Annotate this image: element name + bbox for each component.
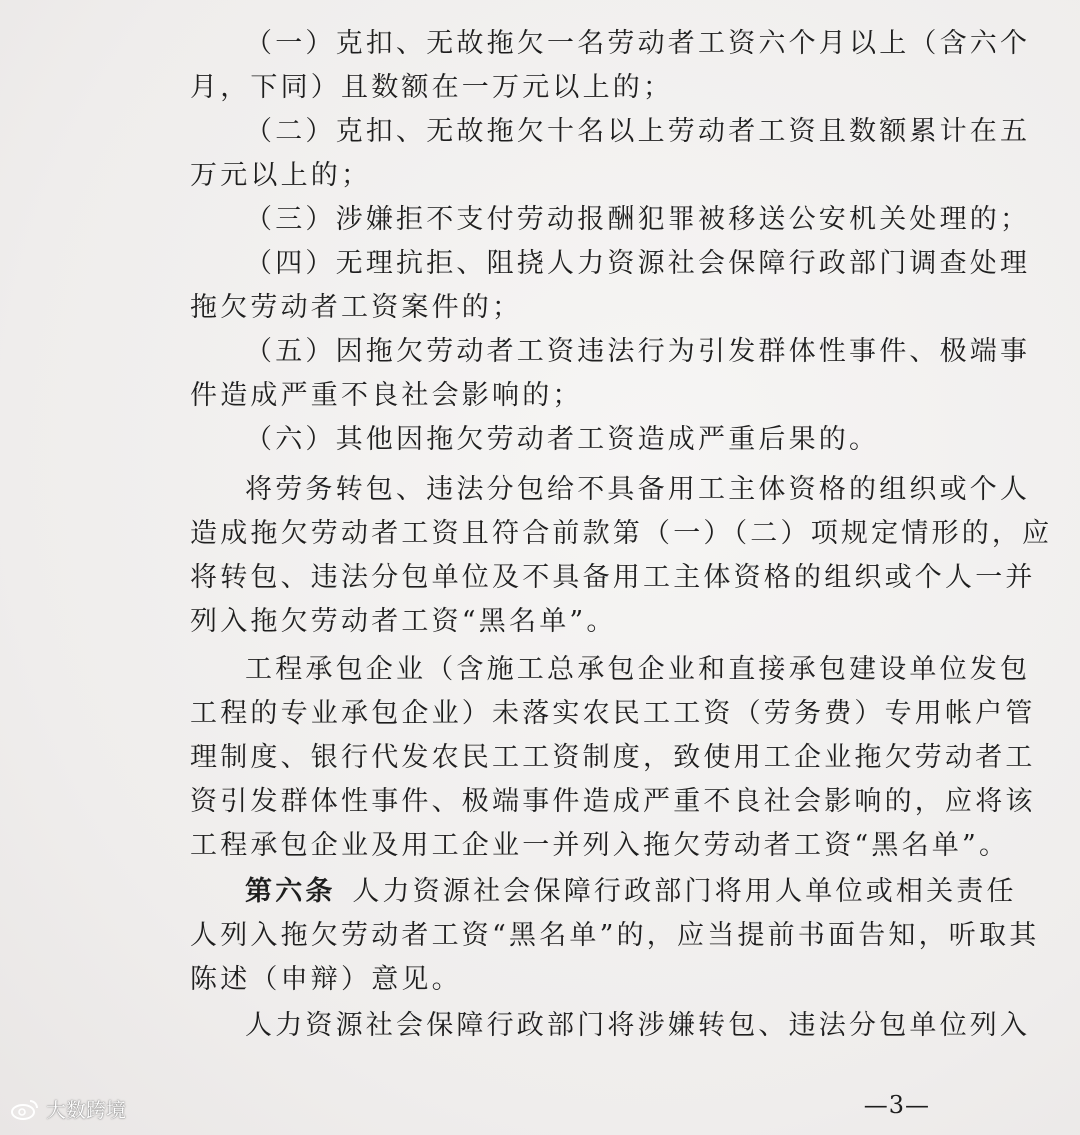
text-line: 拖欠劳动者工资案件的；: [190, 292, 523, 323]
text-line: 人力资源社会保障行政部门将用人单位或相关责任: [352, 876, 1017, 907]
text-line: （四）无理抗拒、阻挠人力资源社会保障行政部门调查处理: [245, 248, 1031, 279]
text-line: （六）其他因拖欠劳动者工资造成严重后果的。: [245, 424, 880, 455]
weibo-icon: [10, 1097, 40, 1121]
text-line: 列入拖欠劳动者工资“黑名单”。: [190, 606, 617, 637]
text-line: 造成拖欠劳动者工资且符合前款第（一）（二）项规定情形的，应: [190, 518, 1053, 549]
watermark: [10, 1094, 126, 1123]
text-line: 人列入拖欠劳动者工资“黑名单”的，应当提前书面告知，听取其: [190, 920, 1040, 951]
text-line: 资引发群体性事件、极端事件造成严重不良社会影响的，应将该: [190, 786, 1036, 817]
text-line: （五）因拖欠劳动者工资违法行为引发群体性事件、极端事: [245, 336, 1031, 367]
text-line: 万元以上的；: [190, 160, 372, 191]
text-line: 将转包、违法分包单位及不具备用工主体资格的组织或个人一并: [190, 562, 1036, 593]
text-line: 陈述（申辩）意见。: [190, 964, 462, 995]
watermark-text: 大数跨境: [46, 1098, 126, 1122]
text-line: 将劳务转包、违法分包给不具备用工主体资格的组织或个人: [245, 474, 1031, 505]
text-line: 工程的专业承包企业）未落实农民工工资（劳务费）专用帐户管: [190, 698, 1036, 729]
text-line: 工程承包企业（含施工总承包企业和直接承包建设单位发包: [245, 654, 1031, 685]
text-line: （一）克扣、无故拖欠一名劳动者工资六个月以上（含六个: [245, 28, 1031, 59]
text-line: 件造成严重不良社会影响的；: [190, 380, 583, 411]
text-line: （二）克扣、无故拖欠十名以上劳动者工资且数额累计在五: [245, 116, 1031, 147]
article-six-line: [245, 878, 1017, 905]
text-line: 理制度、银行代发农民工工资制度，致使用工企业拖欠劳动者工: [190, 742, 1036, 773]
text-line: 人力资源社会保障行政部门将涉嫌转包、违法分包单位列入: [245, 1010, 1031, 1041]
text-line: （三）涉嫌拒不支付劳动报酬犯罪被移送公安机关处理的；: [245, 204, 1031, 235]
text-line: 工程承包企业及用工企业一并列入拖欠劳动者工资“黑名单”。: [190, 830, 1010, 861]
text-line: 月，下同）且数额在一万元以上的；: [190, 72, 674, 103]
article-label: 第六条: [245, 876, 336, 907]
page-number: —3—: [863, 1091, 930, 1119]
